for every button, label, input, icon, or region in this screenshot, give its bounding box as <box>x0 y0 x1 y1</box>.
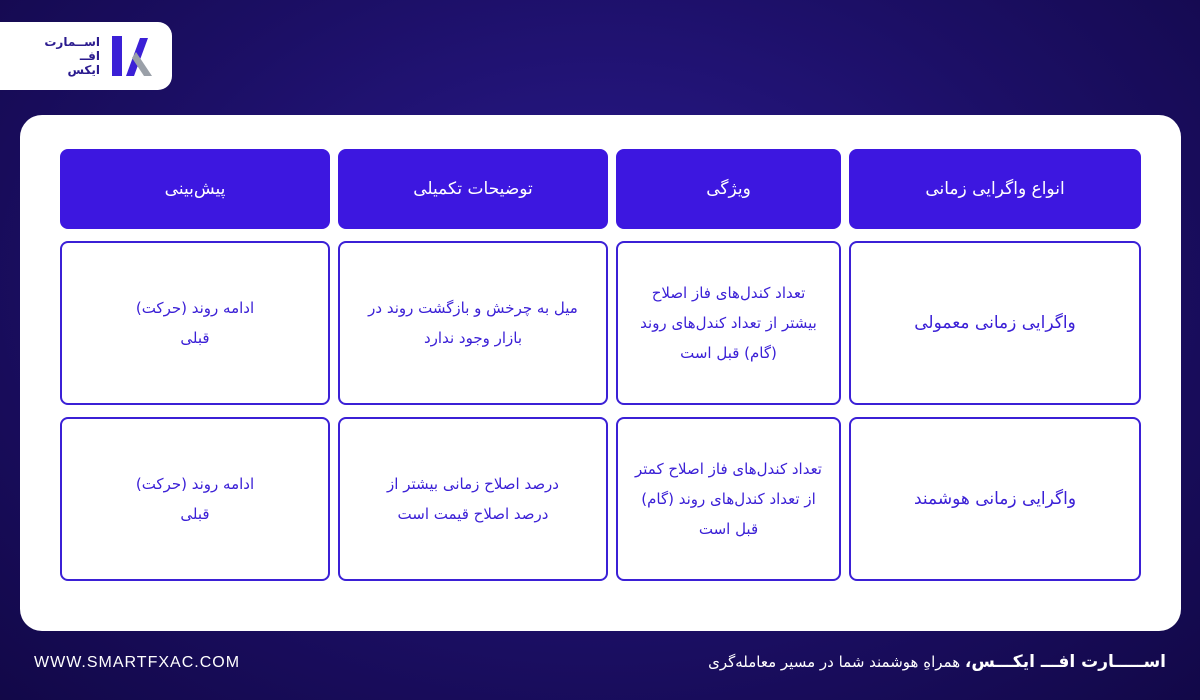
row2-feature: تعداد کندل‌های فاز اصلاح کمتر از تعداد کندل‌های روند (گام) قبل است <box>616 417 841 581</box>
header-type: انواع واگرایی زمانی <box>849 149 1141 229</box>
website-url: WWW.SMARTFXAC.COM <box>34 654 241 671</box>
footer-slogan <box>708 652 1166 672</box>
footer-slogan-text: همراهِ هوشمند شما در مسیر معامله‌گری <box>708 653 965 671</box>
brand-logo <box>0 22 172 90</box>
logo-line-1: اســمارت <box>44 35 100 49</box>
row1-details: میل به چرخش و بازگشت روند در بازار وجود ندارد <box>338 241 608 405</box>
footer-brand-name: اســـــارت افـــ ایکـــس، <box>964 652 1166 672</box>
header-details: توضیحات تکمیلی <box>338 149 608 229</box>
logo-line-3: ایکس <box>67 63 100 77</box>
header-feature: ویژگی <box>616 149 841 229</box>
row2-prediction: ادامه روند (حرکت) قبلی <box>60 417 330 581</box>
logo-line-2: افــ <box>79 49 100 63</box>
row1-prediction: ادامه روند (حرکت) قبلی <box>60 241 330 405</box>
content-card <box>20 115 1181 631</box>
comparison-table <box>60 149 1139 581</box>
row2-details: درصد اصلاح زمانی بیشتر از درصد اصلاح قیمت است <box>338 417 608 581</box>
logo-icon <box>106 30 158 82</box>
logo-wordmark <box>44 35 100 77</box>
header-prediction: پیش‌بینی <box>60 149 330 229</box>
row1-type: واگرایی زمانی معمولی <box>849 241 1141 405</box>
row2-type: واگرایی زمانی هوشمند <box>849 417 1141 581</box>
row1-feature: تعداد کندل‌های فاز اصلاح بیشتر از تعداد کندل‌های روند (گام) قبل است <box>616 241 841 405</box>
